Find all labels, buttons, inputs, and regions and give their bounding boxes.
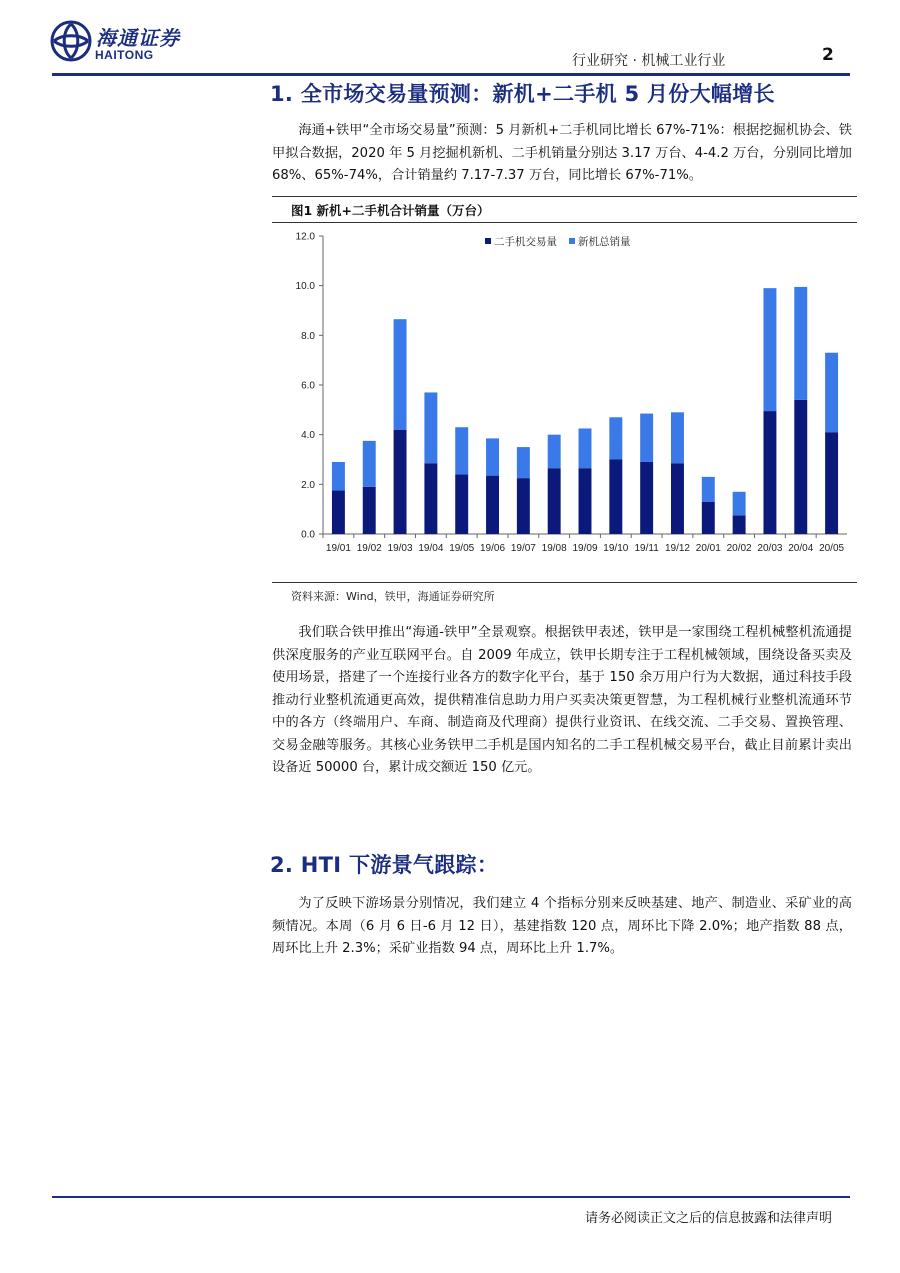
bar-new-19-02 bbox=[363, 441, 376, 487]
bar-used-19-08 bbox=[548, 468, 561, 534]
bar-new-19-10 bbox=[609, 417, 622, 459]
bar-new-20-04 bbox=[794, 287, 807, 400]
section2-title: 2. HTI 下游景气跟踪： bbox=[270, 853, 499, 877]
y-tick-label: 8.0 bbox=[301, 330, 315, 342]
x-tick-label: 19/06 bbox=[480, 543, 506, 554]
bar-new-20-05 bbox=[825, 353, 838, 432]
bar-used-19-11 bbox=[640, 462, 653, 534]
x-tick-label: 19/01 bbox=[325, 543, 351, 554]
bar-used-19-12 bbox=[671, 463, 684, 534]
bar-used-20-04 bbox=[794, 400, 807, 534]
x-tick-label: 19/05 bbox=[449, 543, 475, 554]
header-rule bbox=[52, 73, 850, 76]
logo-english-name: HAITONG bbox=[95, 48, 154, 62]
bar-new-19-12 bbox=[671, 412, 684, 463]
bar-used-19-09 bbox=[579, 468, 592, 534]
bar-new-19-08 bbox=[548, 435, 561, 469]
figure-rule-bottom bbox=[272, 582, 857, 583]
section2-paragraph: 为了反映下游场景分别情况，我们建立 4 个指标分别来反映基建、地产、制造业、采矿业的高频情况。本周（6 月 6 日-6 月 12 日），基建指数 120 点，周环比下降 2.0%；地产指数 88 点，周环比上升 2.3%；采矿业指数 94 点，周环比上升 1.7%。 bbox=[272, 896, 852, 956]
legend-swatch bbox=[485, 238, 491, 244]
bar-new-19-01 bbox=[332, 462, 345, 491]
x-tick-label: 19/12 bbox=[664, 543, 690, 554]
bar-used-20-03 bbox=[763, 411, 776, 534]
bar-new-20-01 bbox=[702, 477, 715, 502]
bar-new-19-11 bbox=[640, 414, 653, 462]
figure-title: 图1 新机+二手机合计销量（万台） bbox=[291, 203, 490, 218]
x-tick-label: 20/04 bbox=[788, 543, 814, 554]
bar-new-20-03 bbox=[763, 288, 776, 411]
bar-used-20-05 bbox=[825, 432, 838, 534]
bar-used-20-01 bbox=[702, 502, 715, 534]
bar-new-19-05 bbox=[455, 427, 468, 474]
x-tick-label: 19/11 bbox=[634, 543, 659, 554]
y-tick-label: 2.0 bbox=[301, 479, 315, 491]
bar-used-19-05 bbox=[455, 474, 468, 534]
bar-used-19-03 bbox=[394, 430, 407, 534]
footer-disclaimer: 请务必阅读正文之后的信息披露和法律声明 bbox=[585, 1211, 833, 1226]
x-tick-label: 19/02 bbox=[356, 543, 382, 554]
x-tick-label: 20/02 bbox=[726, 543, 752, 554]
bar-new-19-03 bbox=[394, 319, 407, 430]
bar-new-20-02 bbox=[733, 492, 746, 516]
logo-chinese-name: 海通证券 bbox=[96, 26, 180, 50]
section1-cont-paragraph: 我们联合铁甲推出“海通-铁甲”全景观察。根据铁甲表述，铁甲是一家围绕工程机械整机流通提供深度服务的产业互联网平台。自 2009 年成立，铁甲长期专注于工程机械领域，围绕设备买卖及使用场景，搭建了一个连接行业各方的数字化平台，基于 150 余万用户行为大数据，通过科技手段推动行业整机流通更高效，提供精准信息助力用户买卖决策更智慧，为工程机械行业整机流通环节中的各方（终端用户、车商、制造商及代理商）提供行业资讯、在线交流、二手交易、置换管理、交易金融等服务。其核心业务铁甲二手机是国内知名的二手工程机械交易平台，截止目前累计卖出设备近 50000 台，累计成交额近 150 亿元。 bbox=[272, 625, 852, 775]
y-tick-label: 4.0 bbox=[301, 430, 315, 442]
bar-used-19-10 bbox=[609, 460, 622, 535]
section1-title: 1. 全市场交易量预测：新机+二手机 5 月份大幅增长 bbox=[270, 82, 775, 106]
footer-rule bbox=[52, 1196, 850, 1198]
section1-paragraph: 海通+铁甲“全市场交易量”预测：5 月新机+二手机同比增长 67%-71%：根据挖掘机协会、铁甲拟合数据，2020 年 5 月挖掘机新机、二手机销量分别达 3.17 万台、4-4.2 万台，分别同比增加 68%、65%-74%，合计销量约 7.17-7.37 万台，同比增长 67%-71%。 bbox=[272, 123, 852, 183]
legend-swatch bbox=[569, 238, 575, 244]
bar-used-19-02 bbox=[363, 487, 376, 534]
figure-rule-mid bbox=[272, 222, 857, 223]
bar-used-19-06 bbox=[486, 476, 499, 534]
figure-source: 资料来源：Wind，铁甲，海通证券研究所 bbox=[291, 590, 495, 603]
y-tick-label: 10.0 bbox=[295, 281, 315, 293]
x-tick-label: 19/03 bbox=[387, 543, 413, 554]
legend-label: 新机总销量 bbox=[578, 236, 631, 248]
x-tick-label: 19/08 bbox=[541, 543, 567, 554]
page-number: 2 bbox=[822, 45, 834, 65]
figure-rule-top bbox=[272, 196, 857, 197]
bar-used-19-07 bbox=[517, 478, 530, 534]
legend-label: 二手机交易量 bbox=[494, 236, 557, 248]
x-tick-label: 19/04 bbox=[418, 543, 444, 554]
y-tick-label: 6.0 bbox=[301, 380, 315, 392]
bar-used-20-02 bbox=[733, 515, 746, 534]
bar-used-19-01 bbox=[332, 491, 345, 534]
haitong-logo-icon bbox=[50, 20, 92, 62]
bar-new-19-04 bbox=[424, 392, 437, 463]
x-tick-label: 20/05 bbox=[819, 543, 845, 554]
x-tick-label: 19/07 bbox=[510, 543, 536, 554]
x-tick-label: 19/10 bbox=[603, 543, 629, 554]
x-tick-label: 20/01 bbox=[695, 543, 721, 554]
bar-used-19-04 bbox=[424, 463, 437, 534]
bar-new-19-09 bbox=[579, 428, 592, 468]
header-category: 行业研究 · 机械工业行业 bbox=[572, 53, 726, 69]
stacked-bar-chart bbox=[280, 226, 850, 582]
x-tick-label: 19/09 bbox=[572, 543, 598, 554]
x-tick-label: 20/03 bbox=[757, 543, 783, 554]
y-tick-label: 12.0 bbox=[295, 231, 315, 243]
bar-new-19-06 bbox=[486, 438, 499, 475]
y-tick-label: 0.0 bbox=[301, 529, 315, 541]
bar-new-19-07 bbox=[517, 447, 530, 478]
